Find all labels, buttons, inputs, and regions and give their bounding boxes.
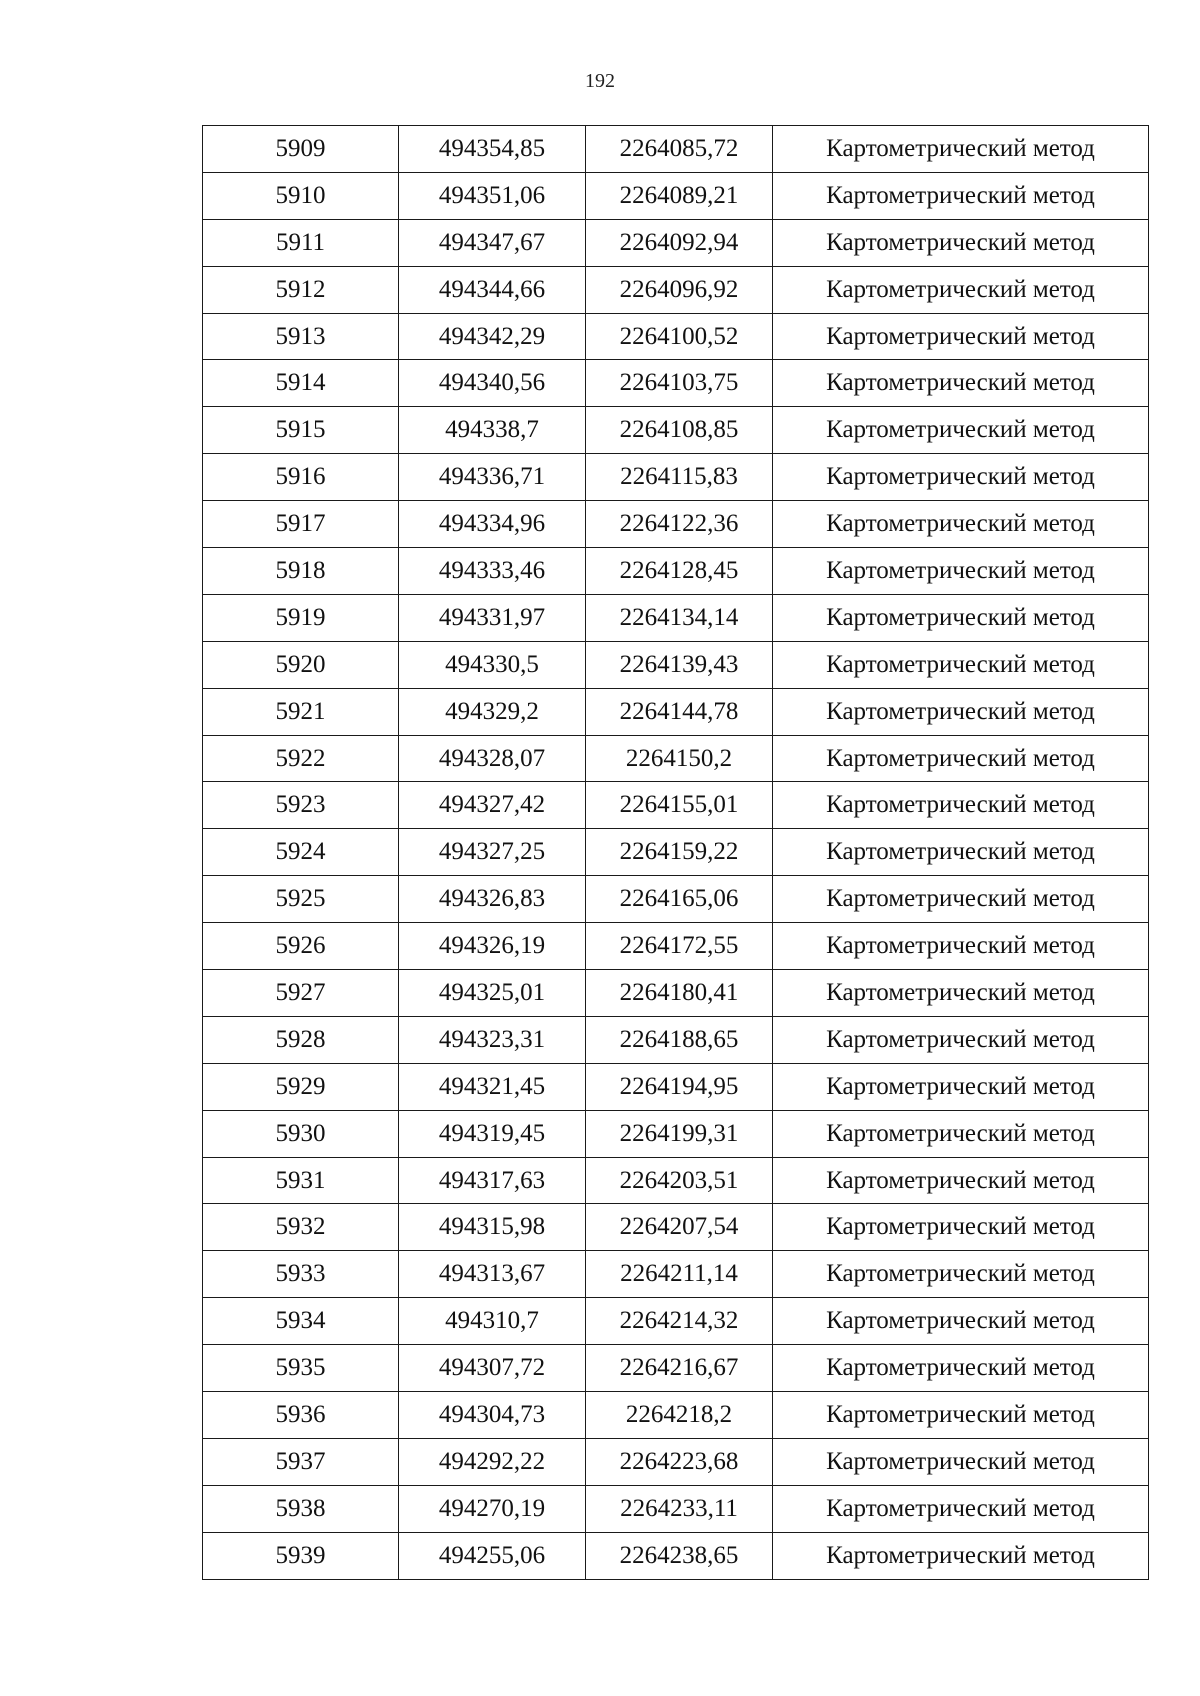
point-number-cell: 5924 (203, 829, 399, 876)
table-row (203, 548, 1149, 595)
y-coordinate-cell: 2264223,68 (586, 1438, 773, 1485)
method-cell: Картометрический метод (773, 688, 1149, 735)
table-row (203, 1016, 1149, 1063)
y-coordinate-cell: 2264139,43 (586, 641, 773, 688)
method-cell: Картометрический метод (773, 219, 1149, 266)
x-coordinate-cell: 494255,06 (399, 1532, 586, 1579)
method-cell: Картометрический метод (773, 501, 1149, 548)
point-number-cell: 5938 (203, 1485, 399, 1532)
table-row (203, 1532, 1149, 1579)
method-cell: Картометрический метод (773, 1298, 1149, 1345)
x-coordinate-cell: 494326,19 (399, 923, 586, 970)
point-number-cell: 5923 (203, 782, 399, 829)
y-coordinate-cell: 2264085,72 (586, 126, 773, 173)
point-number-cell: 5919 (203, 594, 399, 641)
y-coordinate-cell: 2264155,01 (586, 782, 773, 829)
x-coordinate-cell: 494344,66 (399, 266, 586, 313)
x-coordinate-cell: 494315,98 (399, 1204, 586, 1251)
point-number-cell: 5936 (203, 1392, 399, 1439)
y-coordinate-cell: 2264134,14 (586, 594, 773, 641)
x-coordinate-cell: 494331,97 (399, 594, 586, 641)
point-number-cell: 5925 (203, 876, 399, 923)
x-coordinate-cell: 494333,46 (399, 548, 586, 595)
y-coordinate-cell: 2264214,32 (586, 1298, 773, 1345)
table-row (203, 1063, 1149, 1110)
table-row (203, 970, 1149, 1017)
x-coordinate-cell: 494354,85 (399, 126, 586, 173)
table-row (203, 1110, 1149, 1157)
table-row (203, 1345, 1149, 1392)
point-number-cell: 5911 (203, 219, 399, 266)
table-row (203, 1204, 1149, 1251)
method-cell: Картометрический метод (773, 923, 1149, 970)
y-coordinate-cell: 2264165,06 (586, 876, 773, 923)
y-coordinate-cell: 2264199,31 (586, 1110, 773, 1157)
x-coordinate-cell: 494270,19 (399, 1485, 586, 1532)
y-coordinate-cell: 2264211,14 (586, 1251, 773, 1298)
x-coordinate-cell: 494347,67 (399, 219, 586, 266)
y-coordinate-cell: 2264150,2 (586, 735, 773, 782)
point-number-cell: 5937 (203, 1438, 399, 1485)
y-coordinate-cell: 2264100,52 (586, 313, 773, 360)
method-cell: Картометрический метод (773, 1345, 1149, 1392)
point-number-cell: 5929 (203, 1063, 399, 1110)
y-coordinate-cell: 2264128,45 (586, 548, 773, 595)
point-number-cell: 5921 (203, 688, 399, 735)
table-row (203, 641, 1149, 688)
table-row (203, 1298, 1149, 1345)
x-coordinate-cell: 494326,83 (399, 876, 586, 923)
coordinates-table-body (203, 126, 1149, 1580)
y-coordinate-cell: 2264238,65 (586, 1532, 773, 1579)
y-coordinate-cell: 2264089,21 (586, 172, 773, 219)
y-coordinate-cell: 2264218,2 (586, 1392, 773, 1439)
method-cell: Картометрический метод (773, 782, 1149, 829)
point-number-cell: 5920 (203, 641, 399, 688)
method-cell: Картометрический метод (773, 641, 1149, 688)
method-cell: Картометрический метод (773, 313, 1149, 360)
point-number-cell: 5927 (203, 970, 399, 1017)
table-row (203, 1392, 1149, 1439)
table-row (203, 594, 1149, 641)
point-number-cell: 5926 (203, 923, 399, 970)
x-coordinate-cell: 494329,2 (399, 688, 586, 735)
method-cell: Картометрический метод (773, 1063, 1149, 1110)
point-number-cell: 5939 (203, 1532, 399, 1579)
x-coordinate-cell: 494317,63 (399, 1157, 586, 1204)
x-coordinate-cell: 494321,45 (399, 1063, 586, 1110)
coordinates-table (202, 125, 1149, 1580)
table-row (203, 313, 1149, 360)
y-coordinate-cell: 2264108,85 (586, 407, 773, 454)
x-coordinate-cell: 494304,73 (399, 1392, 586, 1439)
point-number-cell: 5913 (203, 313, 399, 360)
point-number-cell: 5930 (203, 1110, 399, 1157)
x-coordinate-cell: 494327,25 (399, 829, 586, 876)
y-coordinate-cell: 2264203,51 (586, 1157, 773, 1204)
x-coordinate-cell: 494319,45 (399, 1110, 586, 1157)
method-cell: Картометрический метод (773, 1110, 1149, 1157)
table-row (203, 688, 1149, 735)
y-coordinate-cell: 2264092,94 (586, 219, 773, 266)
x-coordinate-cell: 494336,71 (399, 454, 586, 501)
point-number-cell: 5932 (203, 1204, 399, 1251)
point-number-cell: 5915 (203, 407, 399, 454)
x-coordinate-cell: 494342,29 (399, 313, 586, 360)
method-cell: Картометрический метод (773, 172, 1149, 219)
point-number-cell: 5935 (203, 1345, 399, 1392)
y-coordinate-cell: 2264172,55 (586, 923, 773, 970)
x-coordinate-cell: 494310,7 (399, 1298, 586, 1345)
method-cell: Картометрический метод (773, 454, 1149, 501)
method-cell: Картометрический метод (773, 1016, 1149, 1063)
method-cell: Картометрический метод (773, 360, 1149, 407)
table-row (203, 219, 1149, 266)
point-number-cell: 5934 (203, 1298, 399, 1345)
x-coordinate-cell: 494327,42 (399, 782, 586, 829)
method-cell: Картометрический метод (773, 1485, 1149, 1532)
point-number-cell: 5914 (203, 360, 399, 407)
method-cell: Картометрический метод (773, 548, 1149, 595)
y-coordinate-cell: 2264144,78 (586, 688, 773, 735)
method-cell: Картометрический метод (773, 735, 1149, 782)
page-number: 192 (585, 70, 615, 92)
x-coordinate-cell: 494323,31 (399, 1016, 586, 1063)
y-coordinate-cell: 2264122,36 (586, 501, 773, 548)
table-row (203, 407, 1149, 454)
x-coordinate-cell: 494334,96 (399, 501, 586, 548)
x-coordinate-cell: 494330,5 (399, 641, 586, 688)
table-row (203, 360, 1149, 407)
x-coordinate-cell: 494313,67 (399, 1251, 586, 1298)
method-cell: Картометрический метод (773, 594, 1149, 641)
y-coordinate-cell: 2264233,11 (586, 1485, 773, 1532)
table-row (203, 1485, 1149, 1532)
y-coordinate-cell: 2264159,22 (586, 829, 773, 876)
method-cell: Картометрический метод (773, 1392, 1149, 1439)
method-cell: Картометрический метод (773, 970, 1149, 1017)
table-row (203, 126, 1149, 173)
table-row (203, 1251, 1149, 1298)
method-cell: Картометрический метод (773, 876, 1149, 923)
method-cell: Картометрический метод (773, 407, 1149, 454)
method-cell: Картометрический метод (773, 1157, 1149, 1204)
method-cell: Картометрический метод (773, 1251, 1149, 1298)
table-row (203, 266, 1149, 313)
table-row (203, 735, 1149, 782)
method-cell: Картометрический метод (773, 266, 1149, 313)
point-number-cell: 5918 (203, 548, 399, 595)
point-number-cell: 5912 (203, 266, 399, 313)
table-row (203, 454, 1149, 501)
table-row (203, 172, 1149, 219)
table-row (203, 829, 1149, 876)
point-number-cell: 5922 (203, 735, 399, 782)
y-coordinate-cell: 2264115,83 (586, 454, 773, 501)
y-coordinate-cell: 2264194,95 (586, 1063, 773, 1110)
table-row (203, 1157, 1149, 1204)
point-number-cell: 5917 (203, 501, 399, 548)
method-cell: Картометрический метод (773, 1438, 1149, 1485)
point-number-cell: 5928 (203, 1016, 399, 1063)
x-coordinate-cell: 494340,56 (399, 360, 586, 407)
table-row (203, 501, 1149, 548)
y-coordinate-cell: 2264207,54 (586, 1204, 773, 1251)
y-coordinate-cell: 2264216,67 (586, 1345, 773, 1392)
point-number-cell: 5910 (203, 172, 399, 219)
method-cell: Картометрический метод (773, 1204, 1149, 1251)
x-coordinate-cell: 494307,72 (399, 1345, 586, 1392)
point-number-cell: 5933 (203, 1251, 399, 1298)
table-row (203, 923, 1149, 970)
x-coordinate-cell: 494292,22 (399, 1438, 586, 1485)
point-number-cell: 5909 (203, 126, 399, 173)
table-row (203, 1438, 1149, 1485)
method-cell: Картометрический метод (773, 126, 1149, 173)
point-number-cell: 5931 (203, 1157, 399, 1204)
point-number-cell: 5916 (203, 454, 399, 501)
x-coordinate-cell: 494338,7 (399, 407, 586, 454)
method-cell: Картометрический метод (773, 1532, 1149, 1579)
x-coordinate-cell: 494328,07 (399, 735, 586, 782)
x-coordinate-cell: 494351,06 (399, 172, 586, 219)
table-row (203, 782, 1149, 829)
table-row (203, 876, 1149, 923)
y-coordinate-cell: 2264096,92 (586, 266, 773, 313)
method-cell: Картометрический метод (773, 829, 1149, 876)
x-coordinate-cell: 494325,01 (399, 970, 586, 1017)
y-coordinate-cell: 2264103,75 (586, 360, 773, 407)
y-coordinate-cell: 2264188,65 (586, 1016, 773, 1063)
y-coordinate-cell: 2264180,41 (586, 970, 773, 1017)
